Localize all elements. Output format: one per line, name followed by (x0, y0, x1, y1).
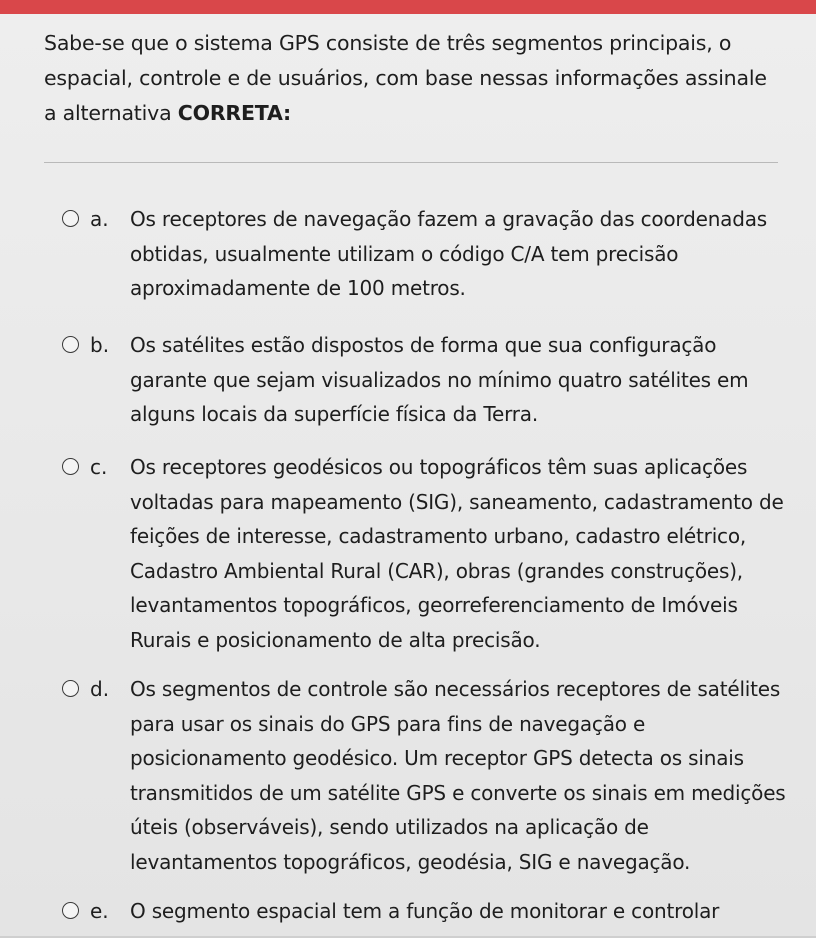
option-text-e: O segmento espacial tem a função de monitorar e controlar (130, 899, 720, 923)
option-text-b: Os satélites estão dispostos de forma que sua configuração garante que sejam visualizados no mínimo quatro satélites em alguns locais da superfície física da Terra. (130, 333, 749, 426)
top-accent-bar (0, 0, 816, 14)
question-body: Sabe-se que o sistema GPS consiste de três segmentos principais, o espacial, controle e de usuários, com base nessas informações assinale a alternativa (44, 31, 767, 125)
option-letter-b: b. (90, 333, 110, 357)
question-divider (44, 162, 778, 163)
radio-button-e[interactable] (62, 902, 79, 919)
option-text-c: Os receptores geodésicos ou topográficos têm suas aplicações voltadas para mapeamento (SIG), saneamento, cadastramento de feições de interesse, cadastramento urbano, cadastro elétrico, Cadastro Ambiental Rural (CAR), obras (grandes construções), levantamentos topográficos, georreferenciamento de Imóveis Rurais e posicionamento de alta precisão. (130, 455, 784, 652)
radio-button-d[interactable] (62, 680, 79, 697)
radio-button-b[interactable] (62, 336, 79, 353)
option-letter-c: c. (90, 455, 108, 479)
radio-button-a[interactable] (62, 210, 79, 227)
radio-button-c[interactable] (62, 458, 79, 475)
option-text-a: Os receptores de navegação fazem a gravação das coordenadas obtidas, usualmente utilizam o código C/A tem precisão aproximadamente de 100 metros. (130, 207, 768, 300)
question-emphasis: CORRETA: (177, 101, 292, 125)
question-text (44, 26, 784, 131)
option-letter-e: e. (90, 899, 109, 923)
option-text-d: Os segmentos de controle são necessários receptores de satélites para usar os sinais do GPS para fins de navegação e posicionamento geodésico. Um receptor GPS detecta os sinais transmitidos de um satélite GPS e converte os sinais em medições úteis (observáveis), sendo utilizados na aplicação de levantamentos topográficos, geodésia, SIG e navegação. (130, 677, 786, 874)
option-letter-d: d. (90, 677, 110, 701)
option-letter-a: a. (90, 207, 109, 231)
